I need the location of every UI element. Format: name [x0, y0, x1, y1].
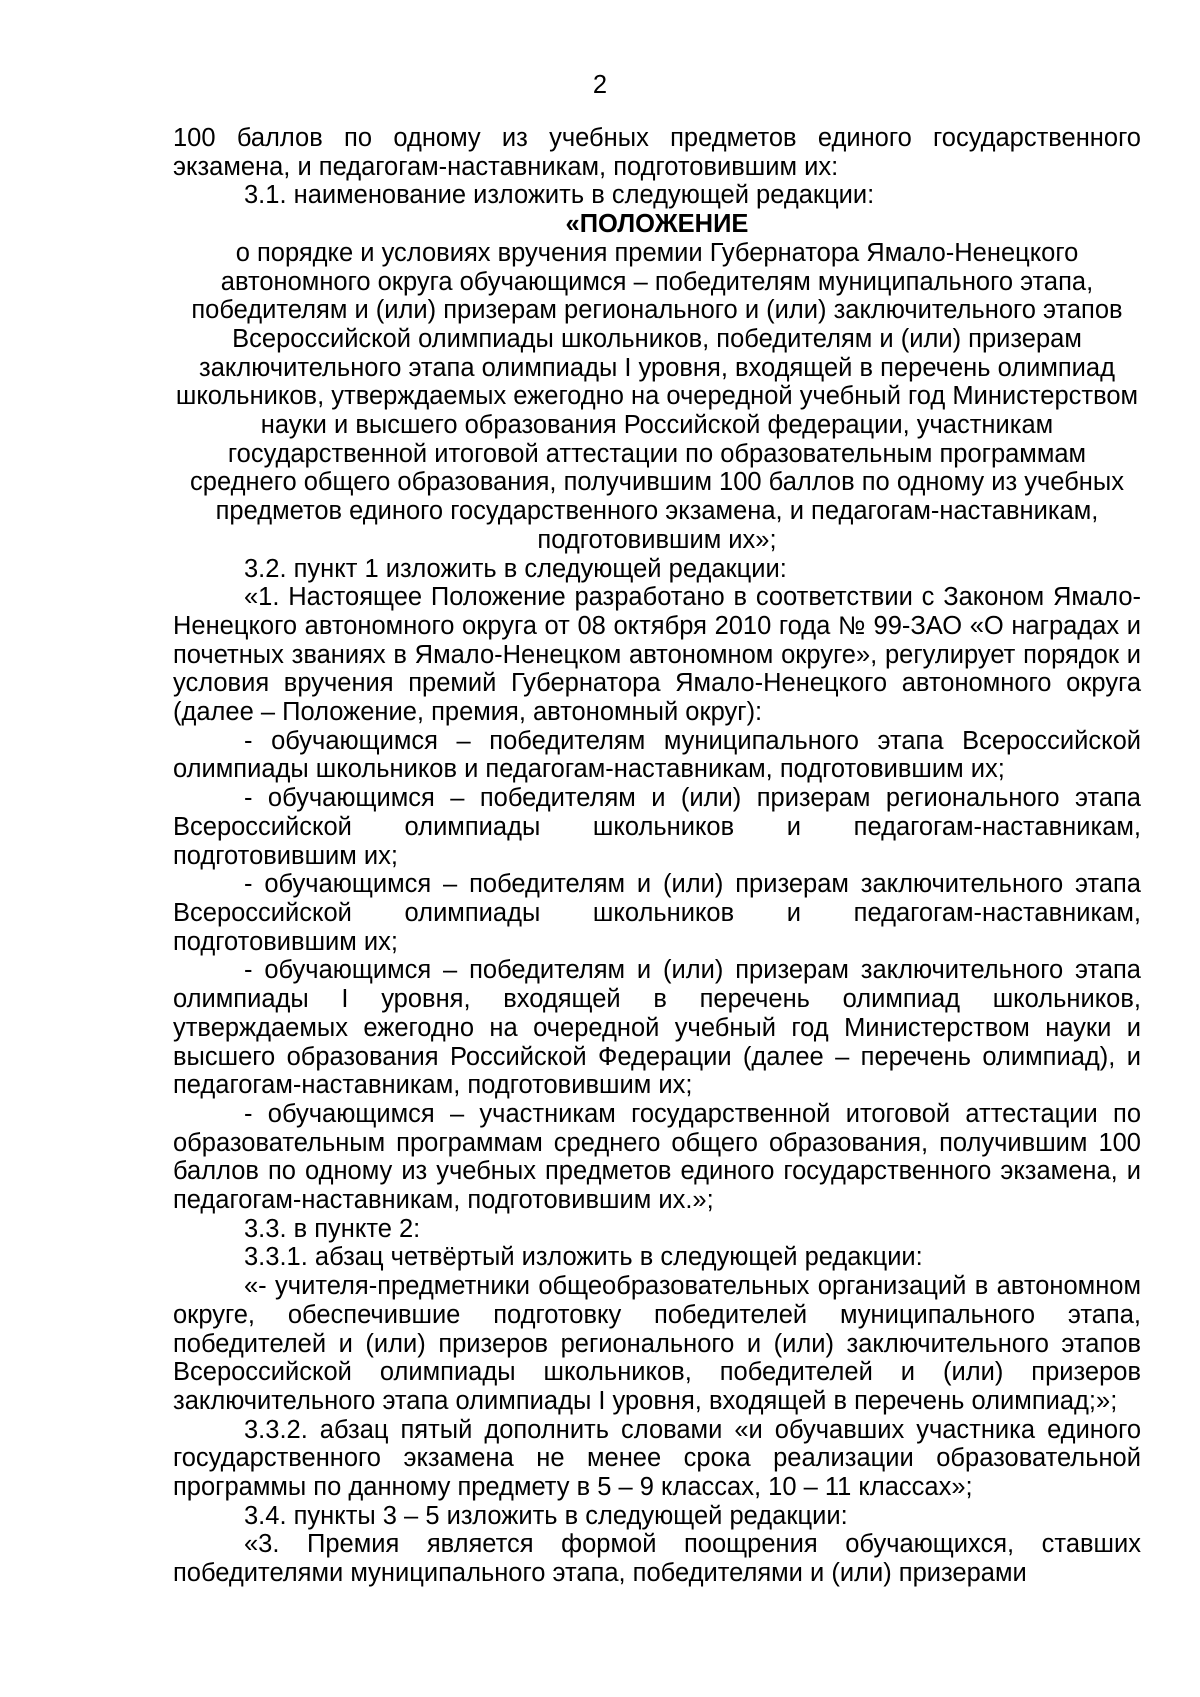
- paragraph-3-3-1: 3.3.1. абзац четвёртый изложить в следующей редакции:: [244, 1243, 923, 1272]
- regulation-title: «ПОЛОЖЕНИЕ: [565, 210, 749, 239]
- paragraph-teachers-clause: «- учителя-предметники общеобразовательных организаций в автономном округе, обеспечившие подготовку победителей муниципального этапа, победителей и (или) призеров регионального и (или) заключительного этапов Всероссийской олимпиады школьников, победителей и (или) призеров заключительного этапа олимпиады I уровня, входящей в перечень олимпиад;»;: [173, 1272, 1141, 1415]
- paragraph-3-3: 3.3. в пункте 2:: [244, 1214, 421, 1243]
- list-item: - обучающимся – победителям и (или) призерам регионального этапа Всероссийской олимпиады школьников и педагогам-наставникам, подготовившим их;: [173, 784, 1141, 870]
- paragraph-3-1: 3.1. наименование изложить в следующей редакции:: [244, 181, 875, 210]
- paragraph-intro: 100 баллов по одному из учебных предметов единого государственного экзамена, и педагогам-наставникам, подготовившим их:: [173, 124, 1141, 181]
- document-body: [173, 124, 1141, 1588]
- paragraph-clause-1: «1. Настоящее Положение разработано в соответствии с Законом Ямало-Ненецкого автономного округа от 08 октября 2010 года № 99-ЗАО «О наградах и почетных званиях в Ямало-Ненецком автономном округе», регулирует порядок и условия вручения премий Губернатора Ямало-Ненецкого автономного округа (далее – Положение, премия, автономный округ):: [173, 583, 1141, 727]
- list-item: - обучающимся – победителям и (или) призерам заключительного этапа олимпиады I уровня, входящей в перечень олимпиад школьников, утверждаемых ежегодно на очередной учебный год Министерством науки и высшего образования Российской Федерации (далее – перечень олимпиад), и педагогам-наставникам, подготовившим их;: [173, 956, 1141, 1100]
- paragraph-clause-3: «3. Премия является формой поощрения обучающихся, ставших победителями муниципального этапа, победителями и (или) призерами: [173, 1530, 1141, 1588]
- list-item: - обучающимся – победителям и (или) призерам заключительного этапа Всероссийской олимпиады школьников и педагогам-наставникам, подготовившим их;: [173, 870, 1141, 956]
- paragraph-3-2: 3.2. пункт 1 изложить в следующей редакции:: [244, 554, 787, 583]
- list-item: - обучающимся – участникам государственной итоговой аттестации по образовательным программам среднего общего образования, получившим 100 баллов по одному из учебных предметов единого государственного экзамена, и педагогам-наставникам, подготовившим их.»;: [173, 1099, 1141, 1215]
- page-number: 2: [592, 71, 608, 99]
- list-item: - обучающимся – победителям муниципального этапа Всероссийской олимпиады школьников и педагогам-наставникам, подготовившим их;: [173, 726, 1141, 784]
- paragraph-3-4: 3.4. пункты 3 – 5 изложить в следующей редакции:: [244, 1501, 848, 1530]
- regulation-subtitle: о порядке и условиях вручения премии Губернатора Ямало-Ненецкого автономного округа обучающимся – победителям муниципального этапа, победителям и (или) призерам регионального и (или) заключительного этапов Всероссийской олимпиады школьников, победителям и (или) призерам заключительного этапа олимпиады I уровня, входящей в перечень олимпиад школьников, утверждаемых ежегодно на очередной учебный год Министерством науки и высшего образования Российской федерации, участникам государственной итоговой аттестации по образовательным программам среднего общего образования, получившим 100 баллов по одному из учебных предметов единого государственного экзамена, и педагогам-наставникам, подготовившим их»;: [175, 238, 1139, 554]
- paragraph-3-3-2: 3.3.2. абзац пятый дополнить словами «и обучавших участника единого государственного экзамена не менее срока реализации образовательной программы по данному предмету в 5 – 9 классах, 10 – 11 классах»;: [173, 1415, 1141, 1502]
